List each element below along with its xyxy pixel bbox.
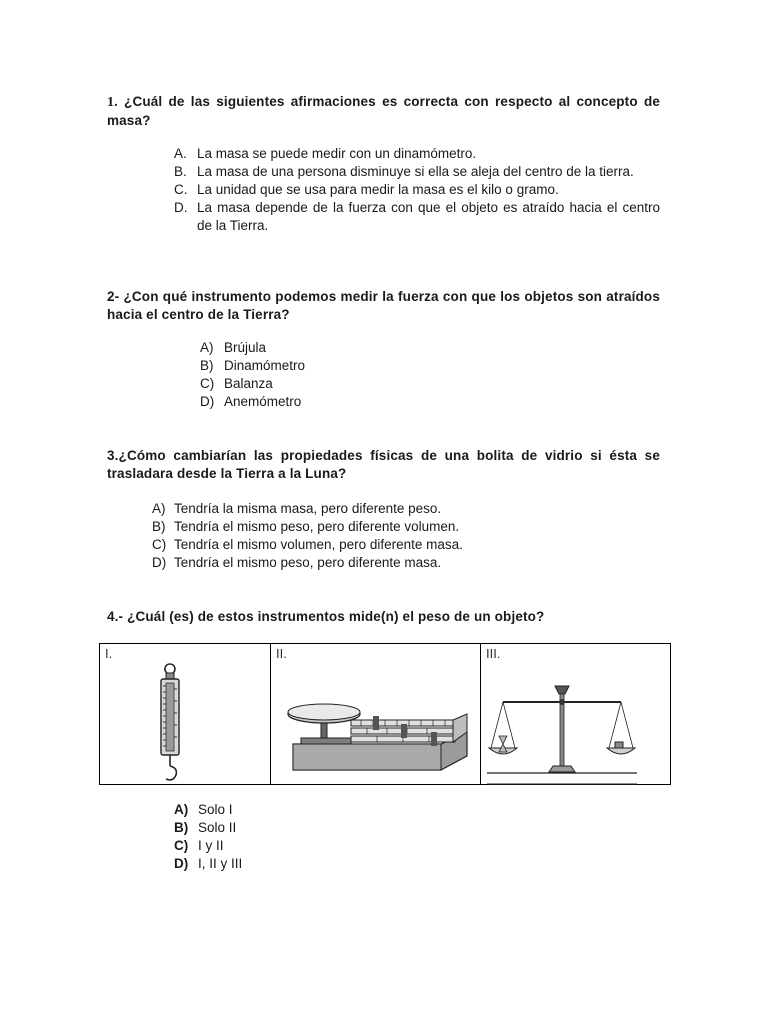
option-q2-d[interactable] [200, 393, 500, 411]
option-q1-a[interactable] [174, 145, 660, 163]
option-text: Tendría el mismo volumen, pero diferente masa. [174, 537, 463, 552]
option-letter: B. [174, 164, 187, 179]
option-letter: B) [174, 820, 189, 835]
question-1-text: ¿Cuál de las siguientes afirmaciones es correcta con respecto al concepto de masa? [107, 94, 660, 128]
option-letter: C) [174, 838, 189, 853]
option-text: Anemómetro [224, 394, 302, 409]
option-text: Dinamómetro [224, 358, 306, 373]
question-1 [107, 93, 660, 130]
question-4-options [174, 801, 474, 873]
option-q3-c[interactable] [152, 536, 652, 554]
option-letter: A. [174, 146, 187, 161]
option-text: La masa se puede medir con un dinamómetro. [197, 146, 477, 161]
option-q3-d[interactable] [152, 554, 652, 572]
option-text: La unidad que se usa para medir la masa es el kilo o gramo. [197, 182, 559, 197]
option-letter: C) [200, 376, 215, 391]
spring-scale-icon [152, 662, 188, 784]
question-1-options [174, 145, 660, 235]
option-letter: A) [200, 340, 214, 355]
question-4: 4.- ¿Cuál (es) de estos instrumentos mide(n) el peso de un objeto? [107, 609, 545, 624]
option-q1-c[interactable] [174, 181, 660, 199]
option-q4-c[interactable] [174, 837, 474, 855]
option-letter: D) [200, 394, 215, 409]
option-q1-d[interactable] [174, 199, 660, 235]
option-q4-a[interactable] [174, 801, 474, 819]
option-letter: A) [152, 501, 166, 516]
option-letter: D) [174, 856, 189, 871]
question-3-options [152, 500, 652, 572]
question-2: 2- ¿Con qué instrumento podemos medir la fuerza con que los objetos son atraídos hacia el centro de la Tierra? [107, 289, 660, 322]
option-letter: B) [200, 358, 214, 373]
option-q3-b[interactable] [152, 518, 652, 536]
instrument-label-2: II. [276, 646, 287, 661]
option-letter: D) [152, 555, 167, 570]
instrument-cell-3 [481, 644, 671, 785]
option-text: Balanza [224, 376, 273, 391]
option-text: Tendría el mismo peso, pero diferente volumen. [174, 519, 460, 534]
instruments-table [99, 643, 671, 785]
question-1-number: 1. [107, 95, 118, 110]
instrument-label-1: I. [105, 646, 113, 661]
instrument-label-3: III. [486, 646, 501, 661]
option-text: I y II [198, 838, 224, 853]
option-letter: C. [174, 182, 188, 197]
option-q2-a[interactable] [200, 339, 500, 357]
option-q4-d[interactable] [174, 855, 474, 873]
option-q4-b[interactable] [174, 819, 474, 837]
option-letter: A) [174, 802, 189, 817]
option-text: Solo I [198, 802, 233, 817]
two-pan-balance-icon [487, 680, 637, 786]
instrument-cell-1 [100, 644, 271, 785]
option-text: I, II y III [198, 856, 243, 871]
instrument-cell-2 [271, 644, 481, 785]
triple-beam-balance-icon [281, 692, 473, 782]
option-letter: D. [174, 200, 188, 215]
option-q1-b[interactable] [174, 163, 660, 181]
option-text: La masa de una persona disminuye si ella se aleja del centro de la tierra. [197, 164, 634, 179]
option-q2-b[interactable] [200, 357, 500, 375]
question-2-options [200, 339, 500, 411]
option-text: Solo II [198, 820, 237, 835]
option-text: La masa depende de la fuerza con que el objeto es atraído hacia el centro de la Tierra. [197, 200, 660, 233]
option-text: Tendría la misma masa, pero diferente peso. [174, 501, 442, 516]
option-text: Brújula [224, 340, 267, 355]
option-letter: C) [152, 537, 167, 552]
option-q2-c[interactable] [200, 375, 500, 393]
option-letter: B) [152, 519, 166, 534]
question-3: 3.¿Cómo cambiarían las propiedades físicas de una bolita de vidrio si ésta se trasladara desde la Tierra a la Luna? [107, 448, 660, 481]
option-text: Tendría el mismo peso, pero diferente masa. [174, 555, 442, 570]
option-q3-a[interactable] [152, 500, 652, 518]
